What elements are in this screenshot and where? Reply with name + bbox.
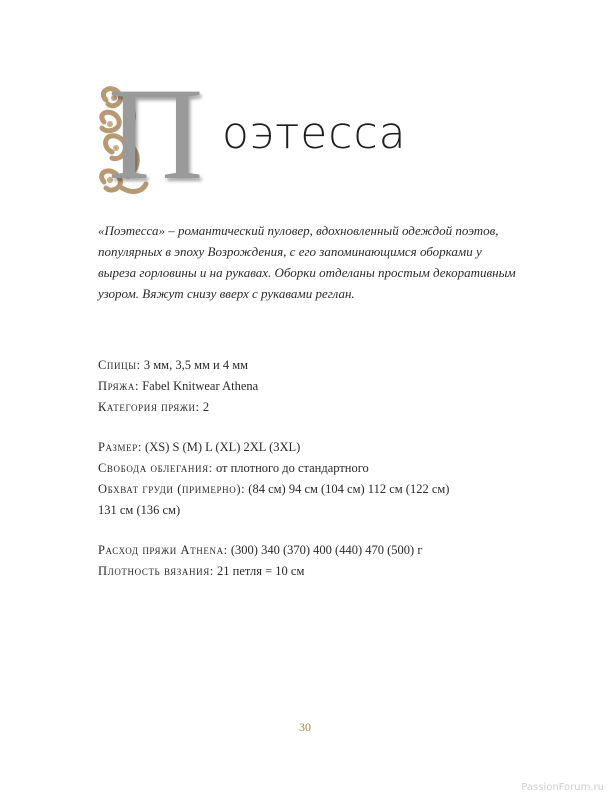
bust-line-continued: 131 см (136 см) — [98, 503, 181, 517]
specs — [98, 355, 528, 601]
gauge-line: Плотность вязания: 21 петля = 10 см — [98, 564, 305, 578]
yarn-usage-group — [98, 540, 528, 582]
intro-paragraph: «Поэтесса» – романтический пуловер, вдохновленный одеждой поэтов, популярных в эпоху Возрождения, с его запоминающимся оборками у выреза горловины и на рукавах. Оборки отделаны простым декоративным узором. Вяжут снизу вверх с рукавами реглан. — [98, 223, 516, 301]
ease-line: Свобода облегания: от плотного до стандартного — [98, 461, 369, 475]
needles-line: Спицы: 3 мм, 3,5 мм и 4 мм — [98, 358, 249, 372]
yarn-line: Пряжа: Fabel Knitwear Athena — [98, 379, 259, 393]
title-block — [96, 60, 516, 207]
size-line: Размер: (XS) S (M) L (XL) 2XL (3XL) — [98, 440, 301, 454]
consumption-line: Расход пряжи Athena: (300) 340 (370) 400 (440) 470 (500) г — [98, 543, 423, 557]
watermark: PassionForum.ru — [521, 782, 604, 793]
materials-group — [98, 355, 528, 418]
ornamental-initial — [96, 60, 220, 207]
page-title: оэтесса — [222, 108, 407, 159]
yarn-category-line: Категория пряжи: 2 — [98, 400, 210, 414]
sizing-group — [98, 437, 528, 521]
initial-letter: П — [108, 60, 204, 207]
page-number: 30 — [299, 720, 311, 734]
bust-line: Обхват груди (примерно): (84 см) 94 см (104 см) 112 см (122 см) — [98, 482, 450, 496]
